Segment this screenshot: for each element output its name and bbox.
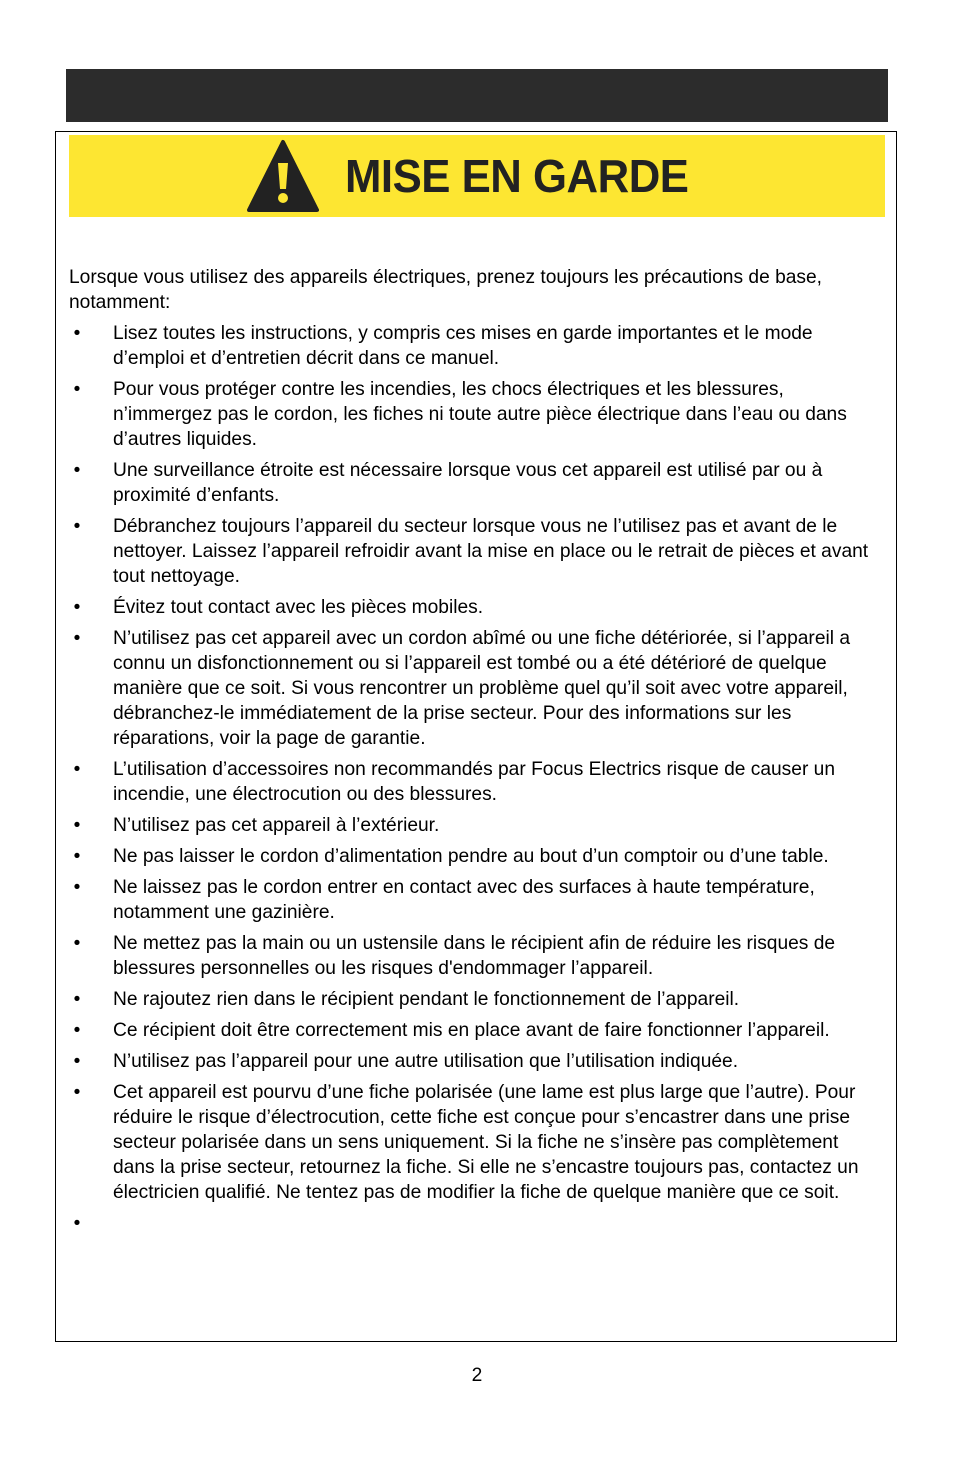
bullet-icon: •: [73, 1020, 81, 1041]
list-item-text: Pour vous protéger contre les incendies, les chocs électriques et les blessures, n’immergez pas le cordon, les fiches ni toute autre pièce électrique dans l’eau ou dans d’autres liquides.: [113, 379, 847, 450]
bullet-icon: •: [73, 877, 81, 898]
list-item: [69, 813, 881, 838]
list-item-text: N’utilisez pas l’appareil pour une autre utilisation que l’utilisation indiquée.: [113, 1051, 739, 1072]
list-item-text: Ne rajoutez rien dans le récipient pendant le fonctionnement de l’appareil.: [113, 989, 740, 1010]
list-item-text: Ce récipient doit être correctement mis en place avant de faire fonctionner l’appareil.: [113, 1020, 830, 1041]
bullet-icon: •: [73, 628, 81, 649]
bullet-icon: •: [73, 323, 81, 344]
list-item: [69, 595, 881, 620]
list-item-text: Lisez toutes les instructions, y compris ces mises en garde importantes et le mode d’emploi et d’entretien décrit dans ce manuel.: [113, 323, 813, 369]
bullet-icon: •: [73, 1082, 81, 1103]
warning-box: [55, 131, 897, 1342]
list-item: [69, 514, 881, 589]
bullet-icon: •: [73, 597, 81, 618]
warning-triangle-icon: [247, 139, 319, 213]
intro-text: Lorsque vous utilisez des appareils électriques, prenez toujours les précautions de base, notamment:: [69, 267, 823, 313]
list-item: [69, 875, 881, 925]
list-item-text: Cet appareil est pourvu d’une fiche polarisée (une lame est plus large que l’autre). Pour réduire le risque d’électrocution, cette fiche est conçue pour s’encastrer dans une prise secteur polarisée dans un sens uniquement. Si la fiche ne s’insère pas complètement dans la prise secteur, retournez la fiche. Si elle ne s’encastre toujours pas, contactez un électricien qualifié. Ne tentez pas de modifier la fiche de quelque manière que ce soit.: [113, 1082, 859, 1203]
list-item-text: N’utilisez pas cet appareil à l’extérieur.: [113, 815, 440, 836]
list-item-text: Ne mettez pas la main ou un ustensile dans le récipient afin de réduire les risques de blessures personnelles ou les risques d'endommager l’appareil.: [113, 933, 836, 979]
bullet-icon: •: [73, 516, 81, 537]
page-number: 2: [471, 1365, 483, 1386]
list-item: [69, 844, 881, 869]
list-item: [69, 321, 881, 371]
list-item-text: Débranchez toujours l’appareil du secteur lorsque vous ne l’utilisez pas et avant de le nettoyer. Laissez l’appareil refroidir avant la mise en place ou le retrait de pièces et avant tout nettoyage.: [113, 516, 869, 587]
list-item-text: Ne laissez pas le cordon entrer en contact avec des surfaces à haute température, notamment une gazinière.: [113, 877, 815, 923]
list-item: [69, 1211, 881, 1236]
list-item: [69, 1080, 881, 1205]
bullet-icon: •: [73, 815, 81, 836]
bullet-icon: •: [73, 1051, 81, 1072]
list-item-text: Évitez tout contact avec les pièces mobiles.: [113, 597, 484, 618]
bullet-icon: •: [73, 460, 81, 481]
list-item: [69, 377, 881, 452]
list-item: [69, 987, 881, 1012]
list-item-text: Ne pas laisser le cordon d’alimentation pendre au bout d’un comptoir ou d’une table.: [113, 846, 829, 867]
header-bar: [66, 69, 888, 122]
list-item: [69, 1049, 881, 1074]
list-item: [69, 757, 881, 807]
warning-banner: [69, 135, 885, 217]
safety-instructions: [69, 265, 881, 1242]
list-item-text: L’utilisation d’accessoires non recommandés par Focus Electrics risque de causer un incendie, une électrocution ou des blessures.: [113, 759, 836, 805]
bullet-icon: •: [73, 933, 81, 954]
list-item: [69, 626, 881, 751]
bullet-icon: •: [73, 379, 81, 400]
bullet-icon: •: [73, 759, 81, 780]
bullet-icon: •: [73, 1213, 81, 1234]
bullet-icon: •: [73, 846, 81, 867]
list-item: [69, 458, 881, 508]
bullet-icon: •: [73, 989, 81, 1010]
list-item-text: N’utilisez pas cet appareil avec un cordon abîmé ou une fiche détériorée, si l’appareil a connu un disfonctionnement ou si l’appareil est tombé ou a été détérioré de quelque manière que ce soit. Si vous rencontrer un problème quel qu’il soit avec votre appareil, débranchez-le immédiatement de la prise secteur. Pour des informations sur les réparations, voir la page de garantie.: [113, 628, 851, 749]
list-item: [69, 931, 881, 981]
instruction-list: [69, 321, 881, 1236]
list-item: [69, 1018, 881, 1043]
list-item-text: Une surveillance étroite est nécessaire lorsque vous cet appareil est utilisé par ou à proximité d’enfants.: [113, 460, 823, 506]
banner-title: MISE EN GARDE: [345, 150, 689, 202]
